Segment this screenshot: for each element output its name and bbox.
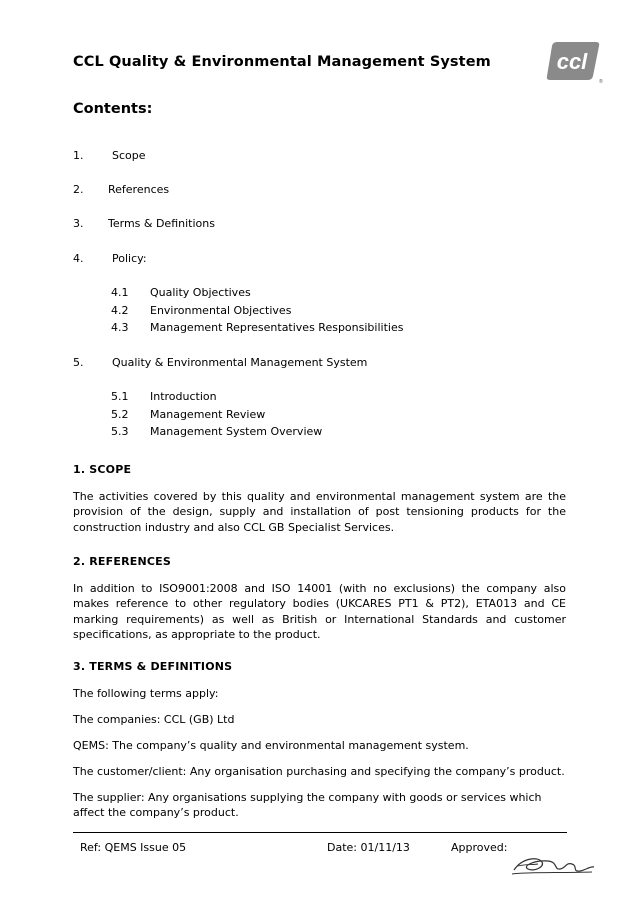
footer-approved: Approved: [451,841,508,854]
toc-label: Policy: [112,252,147,265]
terms-customer: The customer/client: Any organisation purchasing and specifying the company’s product. [73,765,565,778]
terms-qems: QEMS: The company’s quality and environmental management system. [73,739,469,752]
toc-label: Quality & Environmental Management System [112,356,368,369]
toc-number: 5. [73,356,84,369]
toc-sublabel: Introduction [150,390,217,403]
toc-sublabel: Environmental Objectives [150,304,292,317]
terms-companies: The companies: CCL (GB) Ltd [73,713,235,726]
contents-heading: Contents: [73,101,153,117]
logo-text: ccl [556,49,588,74]
approval-signature [508,852,598,880]
toc-number: 2. [73,183,84,196]
toc-number: 4. [73,252,84,265]
toc-sublabel: Management System Overview [150,425,323,438]
logo-registered-mark: ® [599,79,603,85]
toc-number: 1. [73,149,84,162]
scope-heading: 1. SCOPE [73,463,132,476]
terms-heading: 3. TERMS & DEFINITIONS [73,660,233,673]
toc-subnumber: 4.3 [111,321,129,334]
toc-subnumber: 4.2 [111,304,129,317]
toc-label: References [108,183,170,196]
toc-subnumber: 5.3 [111,425,129,438]
footer-date: Date: 01/11/13 [327,841,410,854]
references-heading: 2. REFERENCES [73,555,171,568]
toc-sublabel: Quality Objectives [150,286,251,299]
footer-ref: Ref: QEMS Issue 05 [80,841,187,854]
ccl-logo [544,38,602,84]
scope-paragraph: The activities covered by this quality and environmental management system are the provision of the design, supply and installation of post tensioning products for the construction industry and also CCL GB Specialist Services. [73,490,566,534]
toc-sublabel: Management Representatives Responsibilities [150,321,404,334]
toc-subnumber: 5.1 [111,390,129,403]
document-title: CCL Quality & Environmental Management System [73,54,491,70]
toc-sublabel: Management Review [150,408,266,421]
toc-subnumber: 4.1 [111,286,129,299]
toc-number: 3. [73,217,84,230]
toc-label: Terms & Definitions [108,217,215,230]
footer-divider [73,832,567,833]
references-paragraph: In addition to ISO9001:2008 and ISO 14001 (with no exclusions) the company also makes reference to other regulatory bodies (UKCARES PT1 & PT2), ETA013 and CE marking requirements) as well as British or International Standards and customer specifications, as appropriate to the product. [73,582,566,641]
toc-label: Scope [112,149,146,162]
terms-intro: The following terms apply: [73,687,219,700]
terms-supplier: The supplier: Any organisations supplying the company with goods or services which affect the company’s product. [73,791,542,820]
toc-subnumber: 5.2 [111,408,129,421]
